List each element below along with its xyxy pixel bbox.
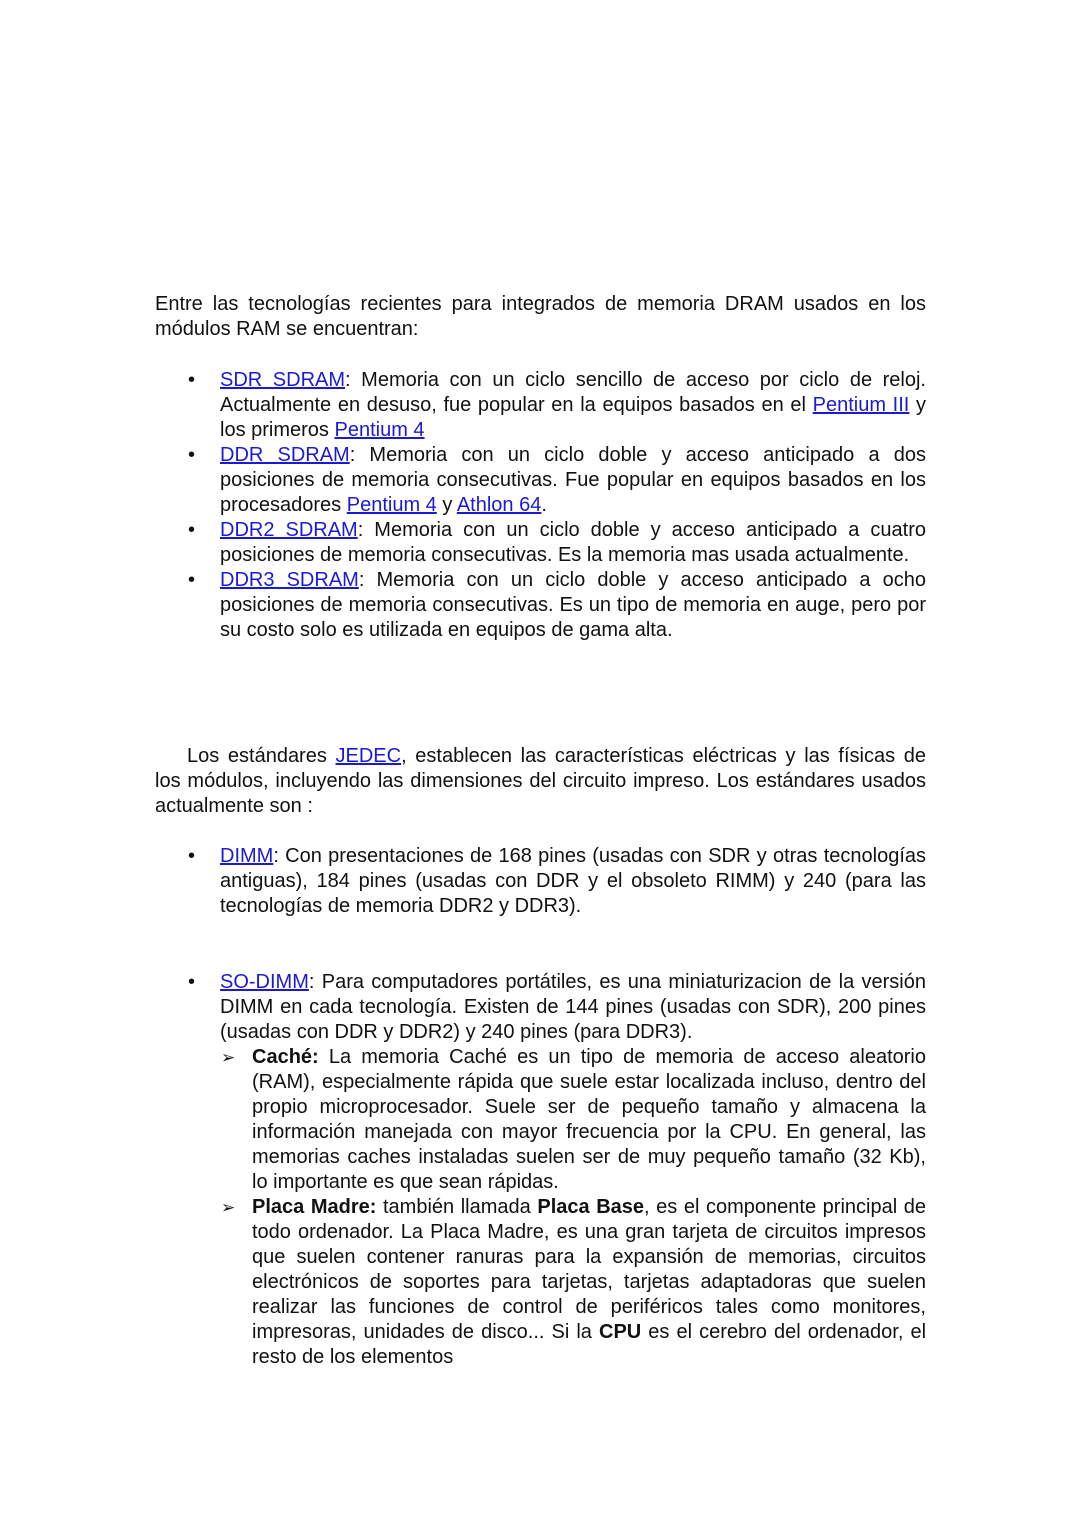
item-text: : Memoria con un ciclo doble y acceso anticipado a ocho posiciones de memoria consecutivas. Es un tipo de memoria en auge, pero por su costo solo es utilizada en equipos de gama alta. [220,569,926,641]
link-jedec[interactable]: JEDEC [335,745,402,767]
link-ddr-sdram[interactable]: DDR SDRAM [220,444,350,466]
link-ddr3-sdram[interactable]: DDR3 SDRAM [220,569,359,591]
item-text: . [541,494,547,516]
link-ddr2-sdram[interactable]: DDR2 SDRAM [220,519,358,541]
item-text: y [436,494,457,516]
bullet-icon: • [188,369,196,391]
item-text: : Memoria con un ciclo sencillo de acceso por ciclo de reloj. Actualmente en desuso, fue popular en la equipos basados en el [220,369,926,416]
item-text: : Memoria con un ciclo doble y acceso anticipado a dos posiciones de memoria consecutivas. Fue popular en equipos basados en los procesadores [220,444,926,516]
paragraph-text: , establecen las características eléctricas y las físicas de los módulos, incluyendo las dimensiones del circuito impreso. Los estándares usados actualmente son : [155,745,926,817]
sodimm-list [188,970,927,1370]
link-pentium-4[interactable]: Pentium 4 [334,419,425,441]
term-placa-madre: Placa Madre: [252,1196,377,1218]
component-sublist [221,1045,927,1370]
item-text: La memoria Caché es un tipo de memoria de acceso aleatorio (RAM), especialmente rápida que suele estar localizada incluso, dentro del propio microprocesador. Suele ser de pequeño tamaño y almacena la información manejada con mayor frecuencia por la CPU. En general, las memorias caches instaladas suelen ser de muy pequeño tamaño (32 Kb), lo importante es que sean rápidas. [252,1046,926,1193]
list-item [188,568,926,643]
list-item [188,518,926,568]
link-athlon-64[interactable]: Athlon 64 [456,494,542,516]
dimm-list [188,844,926,919]
dram-technologies-list [188,368,926,643]
item-text: : Memoria con un ciclo doble y acceso anticipado a cuatro posiciones de memoria consecutivas. Es la memoria mas usada actualmente. [220,519,926,566]
item-text: : Para computadores portátiles, es una miniaturizacion de la versión DIMM en cada tecnología. Existen de 144 pines (usadas con SDR), 200 pines (usadas con DDR y DDR2) y 240 pines (para DDR3). [220,971,926,1043]
link-pentium-iii[interactable]: Pentium III [812,394,910,416]
link-sdr-sdram[interactable]: SDR SDRAM [220,369,346,391]
item-text: y los primeros [220,394,926,441]
link-so-dimm[interactable]: SO-DIMM [220,971,309,993]
list-item [188,844,926,919]
paragraph-text: Los estándares [187,745,336,767]
bullet-icon: • [188,845,196,867]
bullet-icon: • [188,519,196,541]
intro-paragraph: Entre las tecnologías recientes para integrados de memoria DRAM usados en los módulos RAM se encuentran: [155,293,926,340]
link-dimm[interactable]: DIMM [220,845,274,867]
bullet-icon: • [188,569,196,591]
sublist-item-cache [221,1045,926,1195]
item-text: también llamada [376,1196,538,1218]
item-text: es el cerebro del ordenador, el resto de los elementos [252,1321,927,1368]
list-item [188,970,927,1370]
term-placa-base: Placa Base [537,1196,645,1218]
term-cache: Caché: [252,1046,319,1068]
bullet-icon: • [188,444,196,466]
bullet-icon: • [188,971,196,993]
item-text: , es el componente principal de todo ordenador. La Placa Madre, es una gran tarjeta de circuitos impresos que suelen contener ranuras para la expansión de memorias, circuitos electrónicos de soportes para tarjetas, tarjetas adaptadoras que suelen realizar las funciones de control de periféricos tales como monitores, impresoras, unidades de disco... Si la [252,1196,926,1343]
item-text: : Con presentaciones de 168 pines (usadas con SDR y otras tecnologías antiguas), 184 pines (usadas con DDR y el obsoleto RIMM) y 240 (para las tecnologías de memoria DDR2 y DDR3). [220,845,926,917]
jedec-paragraph [155,744,926,819]
arrow-bullet-icon: ➢ [221,1198,236,1217]
link-pentium-4[interactable]: Pentium 4 [346,494,437,516]
sublist-item-placa-madre [221,1195,927,1370]
arrow-bullet-icon: ➢ [221,1048,236,1067]
term-cpu: CPU [599,1321,642,1343]
list-item [188,443,926,518]
list-item [188,368,926,443]
